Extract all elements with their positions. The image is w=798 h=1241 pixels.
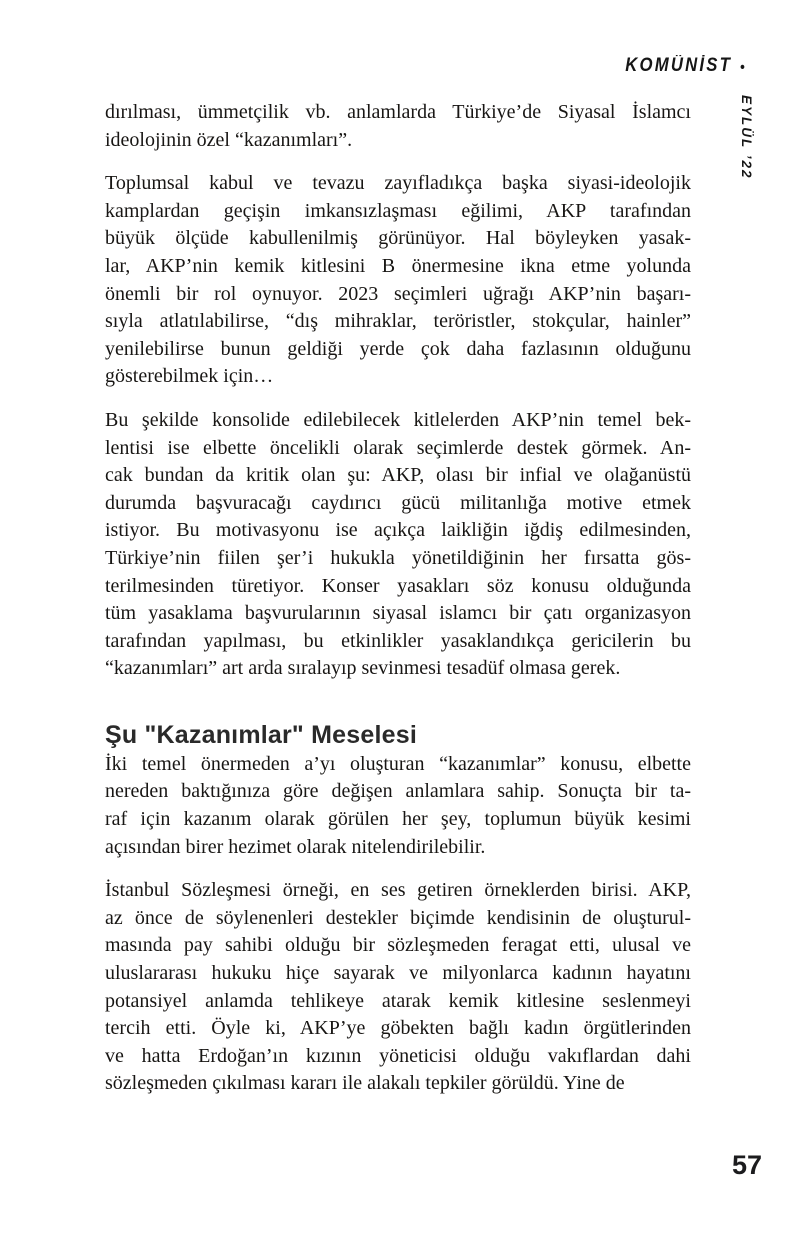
- text-line: lentisi ise elbette öncelikli olarak seçimlerde destek görmek. An-: [105, 436, 691, 459]
- text-line: ideolojinin özel “kazanımları”.: [105, 128, 353, 151]
- text-line: ve hatta Erdoğan’ın kızının yöneticisi olduğu vakıflardan dahi: [105, 1044, 691, 1067]
- text-line: nereden baktığınıza göre değişen anlamlara sahip. Sonuçta bir ta-: [105, 780, 691, 803]
- text-line: dırılması, ümmetçilik vb. anlamlarda Türkiye’de Siyasal İslamcı: [105, 101, 691, 123]
- paragraph: [105, 407, 691, 683]
- text-line: istiyor. Bu motivasyonu ise açıkça laikliğin iğdiş edilmesinden,: [105, 519, 691, 542]
- text-line: lar, AKP’nin kemik kitlesini B önermesine ikna etme yolunda: [105, 254, 691, 277]
- text-line: terilmesinden türetiyor. Konser yasakları söz konusu olduğunda: [105, 574, 691, 597]
- text-line: tarafından yapılması, bu etkinlikler yasaklandıkça gericilerin bu: [105, 629, 691, 652]
- text-line: masında pay sahibi olduğu bir sözleşmeden feragat etti, ulusal ve: [105, 934, 691, 957]
- text-line: az önce de söylenenleri destekler biçimde kendisinin de oluşturul-: [105, 906, 691, 929]
- text-line: tercih etti. Öyle ki, AKP’ye göbekten bağlı kadın örgütlerinden: [105, 1017, 691, 1040]
- magazine-title: KOMÜNİST: [625, 55, 733, 76]
- paragraph: [105, 99, 691, 154]
- bullet-icon: •: [740, 58, 745, 76]
- text-line: İstanbul Sözleşmesi örneği, en ses getiren örneklerden birisi. AKP,: [105, 879, 691, 902]
- text-line: raf için kazanım olarak görülen her şey, toplumun büyük kesimi: [105, 808, 691, 831]
- paragraph: [105, 877, 691, 1098]
- text-line: cak bundan da kritik olan şu: AKP, olası bir infial ve olağanüstü: [105, 464, 691, 487]
- text-line: tüm yasaklama başvurularının siyasal islamcı bir çatı organizasyon: [105, 602, 691, 625]
- text-line: açısından birer hezimet olarak nitelendirilebilir.: [105, 835, 486, 858]
- text-line: potansiyel anlamda tehlikeye atarak kemik kitlesine seslenmeyi: [105, 989, 691, 1012]
- text-line: sıyla atlatılabilirse, “dış mihraklar, teröristler, stokçular, hainler”: [105, 310, 691, 333]
- text-line: Bu şekilde konsolide edilebilecek kitlelerden AKP’nin temel bek-: [105, 408, 691, 431]
- section-heading: Şu "Kazanımlar" Meselesi: [105, 720, 417, 749]
- text-line: sözleşmeden çıkılması kararı ile alakalı tepkiler görüldü. Yine de: [105, 1072, 625, 1095]
- issue-date-vertical: EYLÜL ’22: [739, 95, 754, 180]
- running-head: [626, 55, 745, 77]
- text-line: İki temel önermeden a’yı oluşturan “kazanımlar” konusu, elbette: [105, 752, 691, 775]
- text-line: kamplardan geçişin imkansızlaşması eğilimi, AKP tarafından: [105, 199, 691, 222]
- text-line: “kazanımları” art arda sıralayıp sevinmesi tesadüf olmasa gerek.: [105, 657, 621, 680]
- text-line: yenilebilirse bunun geldiği yerde çok daha fazlasının olduğunu: [105, 337, 691, 360]
- text-line: önemli bir rol oynuyor. 2023 seçimleri uğrağı AKP’nin başarı-: [105, 282, 691, 305]
- paragraph: [105, 170, 691, 391]
- paragraph: [105, 751, 691, 861]
- text-line: Toplumsal kabul ve tevazu zayıfladıkça başka siyasi-ideolojik: [105, 172, 691, 195]
- text-line: büyük ölçüde kabullenilmiş görünüyor. Hal böyleyken yasak-: [105, 227, 691, 250]
- article-body: [105, 99, 691, 1114]
- page-number: 57: [731, 1150, 762, 1180]
- text-line: Türkiye’nin fiilen şer’i hukukla yönetildiğinin her fırsatta gös-: [105, 546, 691, 569]
- text-line: uluslararası hukuku hiçe sayarak ve milyonlarca kadının hayatını: [105, 962, 691, 985]
- text-line: durumda başvuracağı caydırıcı gücü militanlığa motive etmek: [105, 491, 691, 514]
- text-line: gösterebilmek için…: [105, 365, 274, 388]
